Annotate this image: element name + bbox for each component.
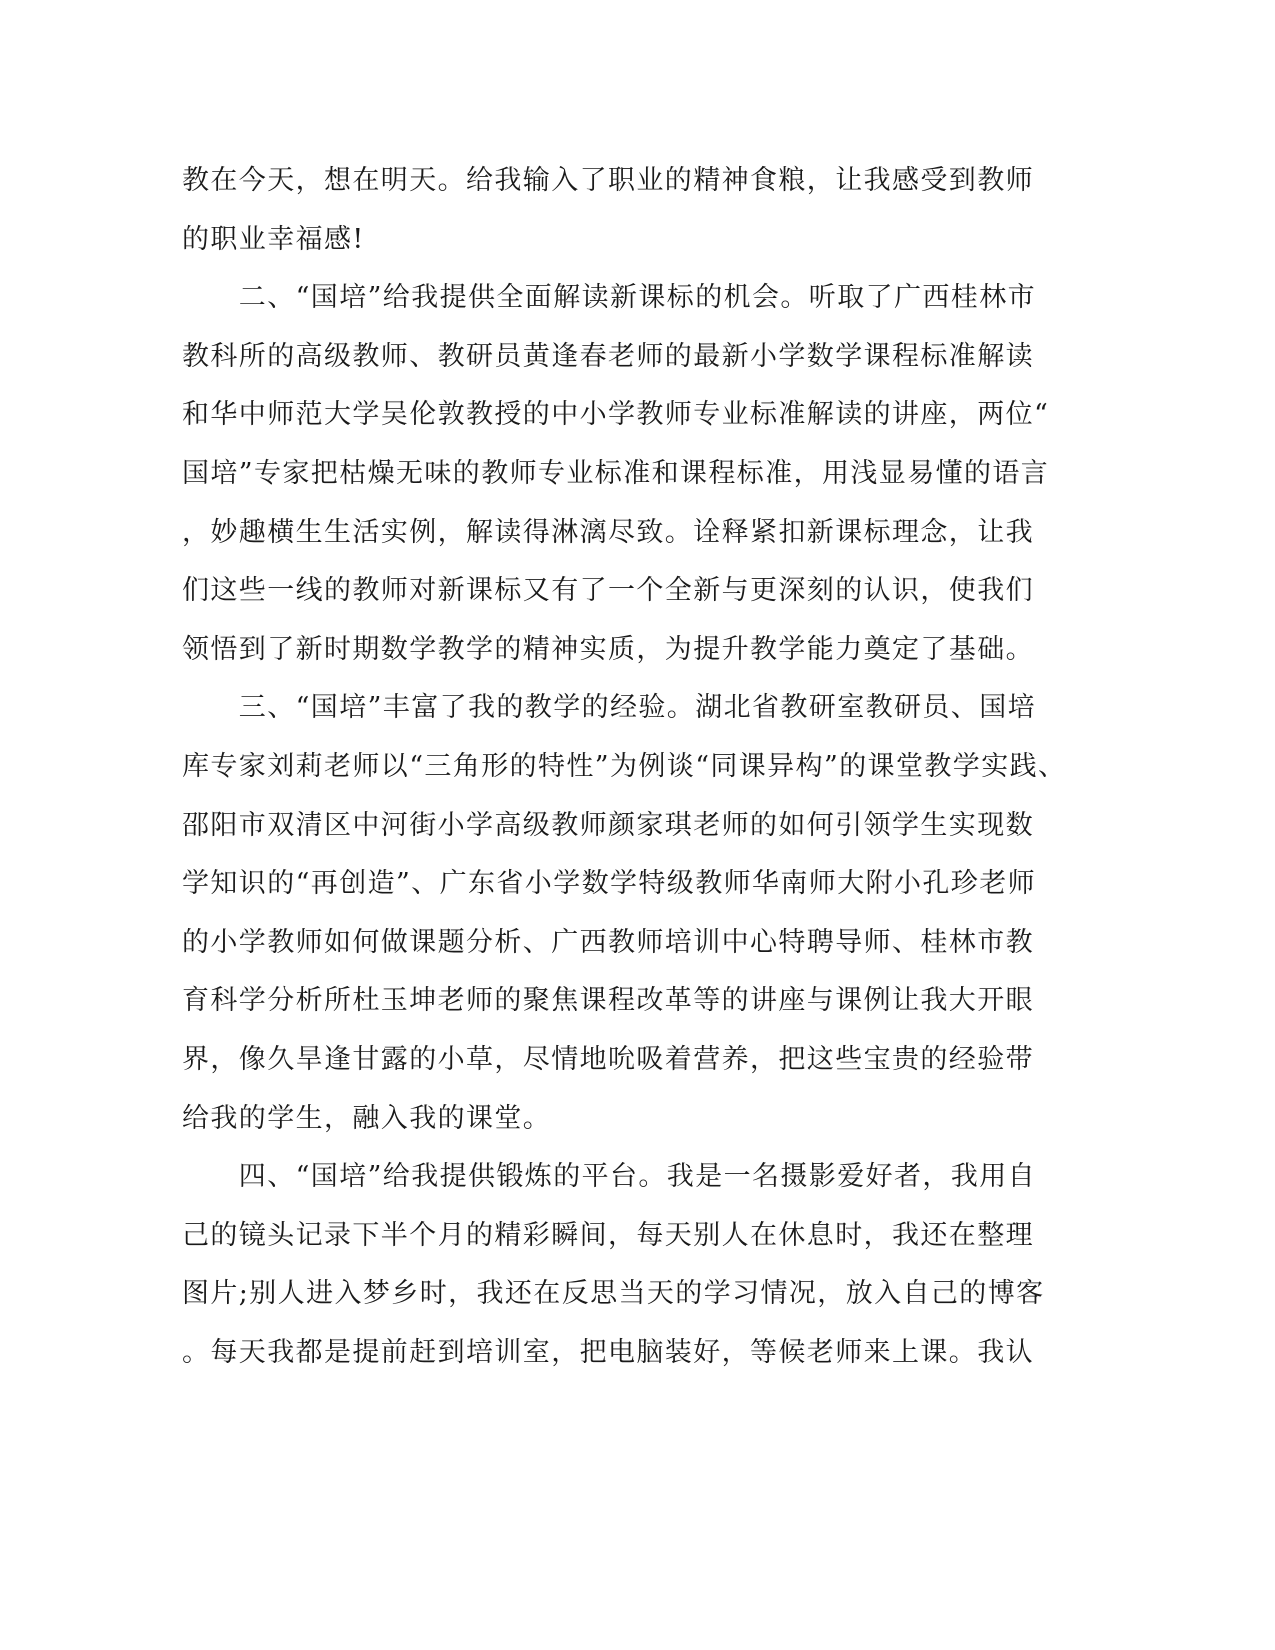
document-body (182, 158, 1067, 1388)
text-line: 学知识的“再创造”、广东省小学数学特级教师华南师大附小孔珍老师 (182, 868, 1037, 900)
text-line: 库专家刘莉老师以“三角形的特性”为例谈“同课异构”的课堂教学实践、 (182, 750, 1067, 782)
text-line: 二、“国培”给我提供全面解读新课标的机会。听取了广西桂林市 (182, 282, 1037, 314)
text-line: 给我的学生，融入我的课堂。 (182, 1102, 552, 1134)
text-line: 教在今天，想在明天。给我输入了职业的精神食粮，让我感受到教师 (182, 165, 1034, 196)
text-line: 教科所的高级教师、教研员黄逢春老师的最新小学数学课程标准解读 (182, 340, 1034, 372)
text-line: 的职业幸福感! (182, 223, 365, 255)
text-line: 领悟到了新时期数学教学的精神实质，为提升教学能力奠定了基础。 (182, 633, 1034, 665)
text-line: 育科学分析所杜玉坤老师的聚焦课程改革等的讲座与课例让我大开眼 (182, 985, 1034, 1017)
text-line: 邵阳市双清区中河街小学高级教师颜家琪老师的如何引领学生实现数 (182, 809, 1034, 841)
text-line: 。每天我都是提前赶到培训室，把电脑装好，等候老师来上课。我认 (182, 1336, 1034, 1368)
text-line: 的小学教师如何做课题分析、广西教师培训中心特聘导师、桂林市教 (182, 926, 1034, 958)
text-line: 和华中师范大学吴伦敦教授的中小学教师专业标准解读的讲座，两位“ (182, 399, 1050, 431)
text-line: 图片;别人进入梦乡时，我还在反思当天的学习情况，放入自己的博客 (182, 1278, 1045, 1310)
text-line: 己的镜头记录下半个月的精彩瞬间，每天别人在休息时，我还在整理 (182, 1219, 1034, 1251)
text-line: 界，像久旱逢甘露的小草，尽情地吮吸着营养，把这些宝贵的经验带 (182, 1043, 1034, 1075)
text-line: 们这些一线的教师对新课标又有了一个全新与更深刻的认识，使我们 (182, 575, 1034, 607)
text-line: 国培”专家把枯燥无味的教师专业标准和课程标准，用浅显易懂的语言 (182, 457, 1050, 489)
text-line: 三、“国培”丰富了我的教学的经验。湖北省教研室教研员、国培 (182, 692, 1037, 724)
text-line: ，妙趣横生生活实例，解读得淋漓尽致。诠释紧扣新课标理念，让我 (182, 516, 1034, 548)
text-line: 四、“国培”给我提供锻炼的平台。我是一名摄影爱好者，我用自 (182, 1161, 1037, 1193)
